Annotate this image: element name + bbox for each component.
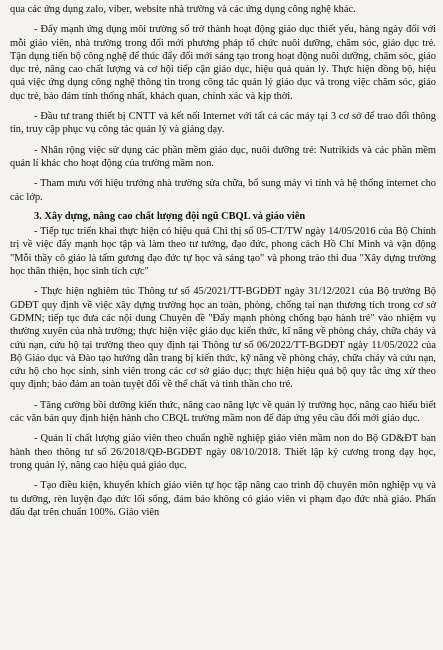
paragraph-it-equipment: - Đầu tư trang thiết bị CNTT và kết nối Internet với tất cả các máy tại 3 cơ sở để trao đổi thông tin, truy cập phục vụ công tác quản lý và giảng dạy.	[10, 111, 436, 136]
section-heading: 3. Xây dựng, nâng cao chất lượng đội ngũ CBQL và giáo viên	[34, 210, 306, 222]
paragraph-continuation: qua các ứng dụng zalo, viber, website nhà trường và các ứng dụng công nghệ khác.	[10, 4, 356, 15]
paragraph-software: - Nhân rộng việc sử dụng các phần mềm giáo dục, nuôi dưỡng trẻ: Nutrikids và các phần mềm quản lí khác cho hoạt động của trường mầm non.	[10, 144, 436, 169]
paragraph-quality: - Quản lí chất lượng giáo viên theo chuẩn nghề nghiệp giáo viên mầm non do Bộ GD&ĐT ban hành theo thông tư số 26/2018/QĐ-BGDĐT ngày 08/10/2018. Thiết lập kỷ cương trong dạy học, trong quản lý, nâng cao hiệu quả giáo dục.	[10, 433, 436, 471]
paragraph-directive: - Tiếp tục triển khai thực hiện có hiệu quả Chỉ thị số 05-CT/TW ngày 14/05/2016 của Bộ Chính trị về việc đẩy mạnh học tập và làm theo tư tưởng, đạo đức, phong cách Hồ Chí Minh và vận động "Mỗi thầy cô giáo là tấm gương đạo đức tự học và sáng tạo" và phong trào thi đua "Xây dựng trường học thân thiện, học sinh tích cực"	[10, 226, 436, 278]
paragraph-repair: - Tham mưu với hiệu trưởng nhà trường sửa chữa, bổ sung máy vi tính và hệ thống internet cho các lớp.	[10, 178, 436, 203]
paragraph-self-study: - Tạo điều kiện, khuyến khích giáo viên tự học tập nâng cao trình độ chuyên môn nghiệp vụ và tu dưỡng, rèn luyện đạo đức lối sống, đảm bảo không có giáo viên vi phạm đạo đức nhà giáo. Phấn đấu đạt trên chuẩn 100%. Giáo viên	[10, 480, 436, 518]
paragraph-digital-environment: - Đẩy mạnh ứng dụng môi trường số trở thành hoạt động giáo dục thiết yếu, hàng ngày đối với mỗi giáo viên, nhà trường trong đổi mới phương pháp tổ chức nuôi dưỡng, chăm sóc, giáo dục trẻ. Tận dụng tiến bộ công nghệ để thúc đẩy đổi mới sáng tạo trong hoạt động nuôi dưỡng, chăm sóc, giáo dục trẻ, nâng cao chất lượng và cơ hội tiếp cận giáo dục, hiệu quả quản lý. Thực hiện đồng bộ, hiệu quả việc ứng dụng công nghệ thông tin trong công tác quản lý giáo dục và trong việc chăm sóc, giáo dục trẻ, bảo đảm tính thống nhất, khách quan, chính xác và kịp thời.	[10, 24, 436, 102]
paragraph-circular-45: - Thực hiện nghiêm túc Thông tư số 45/2021/TT-BGDĐT ngày 31/12/2021 của Bộ trưởng Bộ GDĐT quy định về việc xây dựng trường học an toàn, phòng, chống tai nạn thương tích trong cơ sở GDMN; tiếp tục đưa các nội dung Chuyên đề "Đẩy mạnh phòng chống bạo hành trẻ" vào nhiệm vụ thường xuyên của nhà trường; thực hiện việc giáo dục kiến thức, kĩ năng về phòng cháy, chữa cháy và cứu nạn, cứu hộ tại trường theo quy định tại Thông tư số 06/2022/TT-BGDĐT ngày 11/05/2022 của Bộ Giáo dục và Đào tạo hướng dẫn trang bị kiến thức, kỹ năng về phòng cháy, chữa cháy và cứu nạn, cứu hộ cho học sinh, sinh viên trong các cơ sở giáo dục; thực hiện hiệu quả bộ quy tắc ứng xử theo quy định; bảo đảm an toàn tuyệt đối về thể chất và tinh thần cho trẻ.	[10, 286, 436, 391]
paragraph-training: - Tăng cường bồi dưỡng kiến thức, nâng cao năng lực về quản lý trường học, nâng cao hiểu biết các văn bản quy định hiện hành cho CBQL trường mầm non để đáp ứng yêu cầu đổi mới giáo dục.	[10, 399, 436, 425]
